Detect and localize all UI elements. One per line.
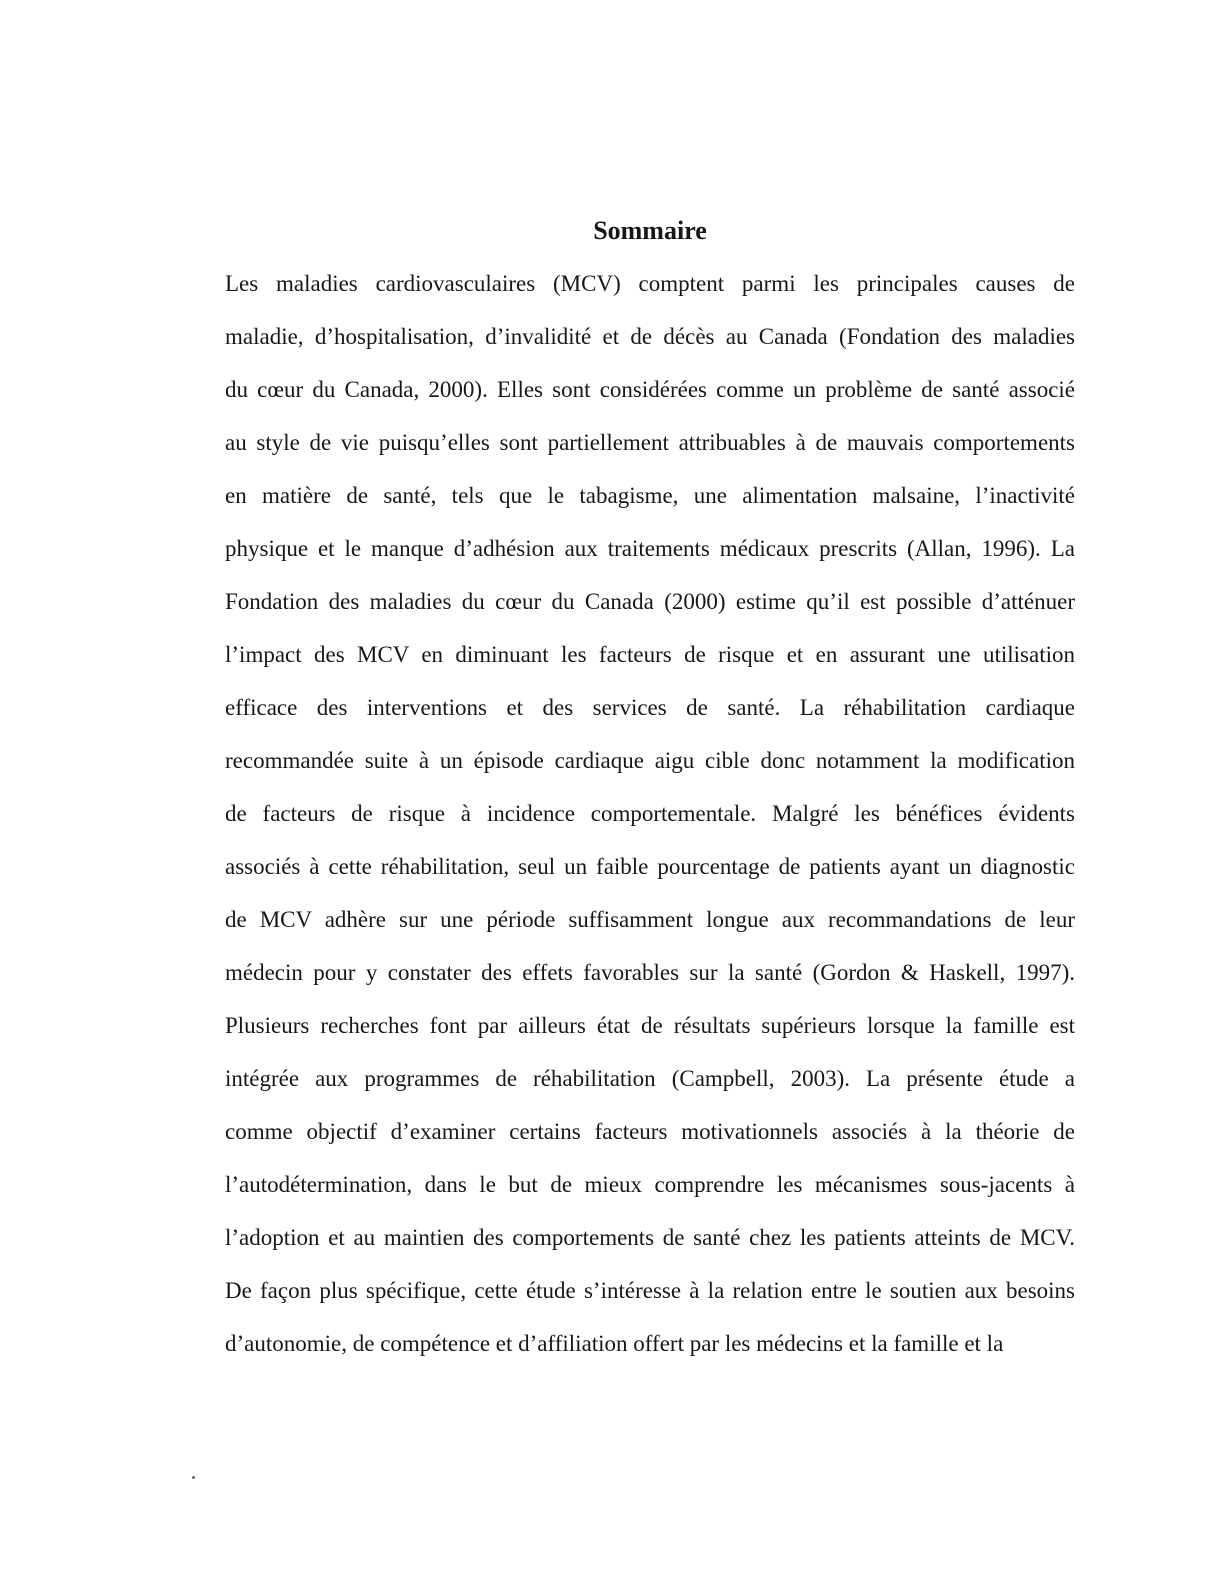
text-line: Les maladies cardiovasculaires (MCV) comptent parmi les principales causes de bbox=[225, 271, 1075, 296]
text-line: efficace des interventions et des services de santé. La réhabilitation cardiaque bbox=[225, 695, 1075, 720]
text-line: associés à cette réhabilitation, seul un faible pourcentage de patients ayant un diagnostic bbox=[225, 854, 1075, 879]
text-line: Plusieurs recherches font par ailleurs état de résultats supérieurs lorsque la famille est bbox=[225, 1013, 1075, 1038]
text-line: en matière de santé, tels que le tabagisme, une alimentation malsaine, l’inactivité bbox=[225, 483, 1075, 508]
text-line: de MCV adhère sur une période suffisamment longue aux recommandations de leur bbox=[225, 907, 1075, 932]
text-line: l’autodétermination, dans le but de mieux comprendre les mécanismes sous-jacents à bbox=[225, 1172, 1075, 1197]
scan-artifact-dot bbox=[192, 1476, 195, 1479]
text-line: au style de vie puisqu’elles sont partiellement attribuables à de mauvais comportements bbox=[225, 430, 1075, 455]
text-line: De façon plus spécifique, cette étude s’intéresse à la relation entre le soutien aux besoins bbox=[225, 1278, 1075, 1303]
text-line: l’adoption et au maintien des comportements de santé chez les patients atteints de MCV. bbox=[225, 1225, 1075, 1250]
text-line: comme objectif d’examiner certains facteurs motivationnels associés à la théorie de bbox=[225, 1119, 1075, 1144]
text-line: de facteurs de risque à incidence comportementale. Malgré les bénéfices évidents bbox=[225, 801, 1075, 826]
text-line: recommandée suite à un épisode cardiaque aigu cible donc notamment la modification bbox=[225, 748, 1075, 773]
text-line: du cœur du Canada, 2000). Elles sont considérées comme un problème de santé associé bbox=[225, 377, 1075, 402]
text-line: physique et le manque d’adhésion aux traitements médicaux prescrits (Allan, 1996). La bbox=[225, 536, 1075, 561]
body-text bbox=[225, 257, 1075, 1370]
page-title: Sommaire bbox=[593, 216, 707, 245]
text-line: d’autonomie, de compétence et d’affiliation offert par les médecins et la famille et la bbox=[225, 1331, 1004, 1356]
text-line: l’impact des MCV en diminuant les facteurs de risque et en assurant une utilisation bbox=[225, 642, 1075, 667]
text-line: médecin pour y constater des effets favorables sur la santé (Gordon & Haskell, 1997). bbox=[225, 960, 1075, 985]
text-line: Fondation des maladies du cœur du Canada (2000) estime qu’il est possible d’atténuer bbox=[225, 589, 1075, 614]
text-line: maladie, d’hospitalisation, d’invalidité et de décès au Canada (Fondation des maladies bbox=[225, 324, 1075, 349]
text-line: intégrée aux programmes de réhabilitation (Campbell, 2003). La présente étude a bbox=[225, 1066, 1075, 1091]
